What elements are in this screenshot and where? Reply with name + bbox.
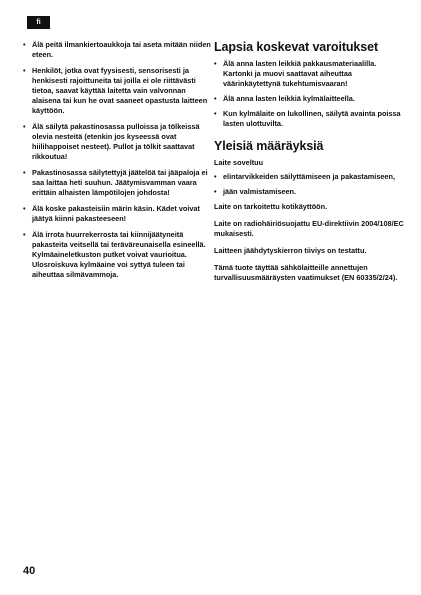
list-item: • Älä koske pakasteisiin märin käsin. Kädet voivat jäätyä kiinni pakasteeseen! bbox=[23, 204, 211, 224]
list-item: • Henkilöt, jotka ovat fyysisesti, sensorisesti ja henkisesti rajoittuneita tai joilla ei ole riittävästi tietoa, saavat käyttää laitetta vain valvonnan alaisena tai kun he ovat saaneet opastusta laitteen käyttöön. bbox=[23, 66, 211, 116]
general-paragraph: Laite on tarkoitettu kotikäyttöön. bbox=[214, 202, 328, 211]
children-warnings-list bbox=[214, 59, 404, 129]
general-paragraph: Laitteen jäähdytyskierron tiiviys on testattu. bbox=[214, 246, 367, 255]
list-item: • Älä peitä ilmankiertoaukkoja tai aseta mitään niiden eteen. bbox=[23, 40, 211, 60]
general-paragraph: Tämä tuote täyttää sähkölaitteille annettujen turvallisuusmääräysten vaatimukset (EN 60335/2/24). bbox=[214, 263, 398, 282]
list-item: • Älä anna lasten leikkiä kylmälaitteella. bbox=[214, 94, 404, 104]
list-item: • Kun kylmälaite on lukollinen, säilytä avainta poissa lasten ulottuvilta. bbox=[214, 109, 404, 129]
children-warnings-heading: Lapsia koskevat varoitukset bbox=[214, 40, 379, 54]
general-paragraph: Laite on radiohäiriösuojattu EU-direktiivin 2004/108/EC mukaisesti. bbox=[214, 219, 404, 238]
list-item: • elintarvikkeiden säilyttämiseen ja pakastamiseen, bbox=[214, 172, 404, 182]
general-regulations-heading: Yleisiä määräyksiä bbox=[214, 139, 324, 153]
list-item: • Älä irrota huurrekerrosta tai kiinnijäätyneitä pakasteita veitsellä tai teräväreunaisella esineellä. Kylmäaineletkuston putket voivat vaurioitua. Ulosroiskuva kylmäaine voi syttyä tuleen tai aiheuttaa silmävammoja. bbox=[23, 230, 211, 280]
general-uses-list bbox=[214, 172, 404, 197]
left-column bbox=[23, 40, 211, 286]
page-number: 40 bbox=[23, 565, 36, 577]
list-item: • Pakastinosassa säilytettyjä jäätelöä tai jääpaloja ei saa laittaa heti suuhun. Jäätymisvamman vaara erittäin alhaisten lämpötilojen johdosta! bbox=[23, 168, 211, 198]
general-intro: Laite soveltuu bbox=[214, 158, 264, 167]
list-item: • jään valmistamiseen. bbox=[214, 187, 404, 197]
list-item: • Älä säilytä pakastinosassa pulloissa ja tölkeissä olevia nesteitä (etenkin jos kyseessä ovat hiilihappoiset nesteet). Pullot ja tölkit saattavat rikkoutua! bbox=[23, 122, 211, 162]
safety-list bbox=[23, 40, 211, 280]
language-tab: fi bbox=[27, 16, 50, 29]
right-column bbox=[214, 40, 404, 290]
list-item: • Älä anna lasten leikkiä pakkausmateriaalilla. Kartonki ja muovi saattavat aiheuttaa väärinkäytettynä tukehtumisvaaran! bbox=[214, 59, 404, 89]
